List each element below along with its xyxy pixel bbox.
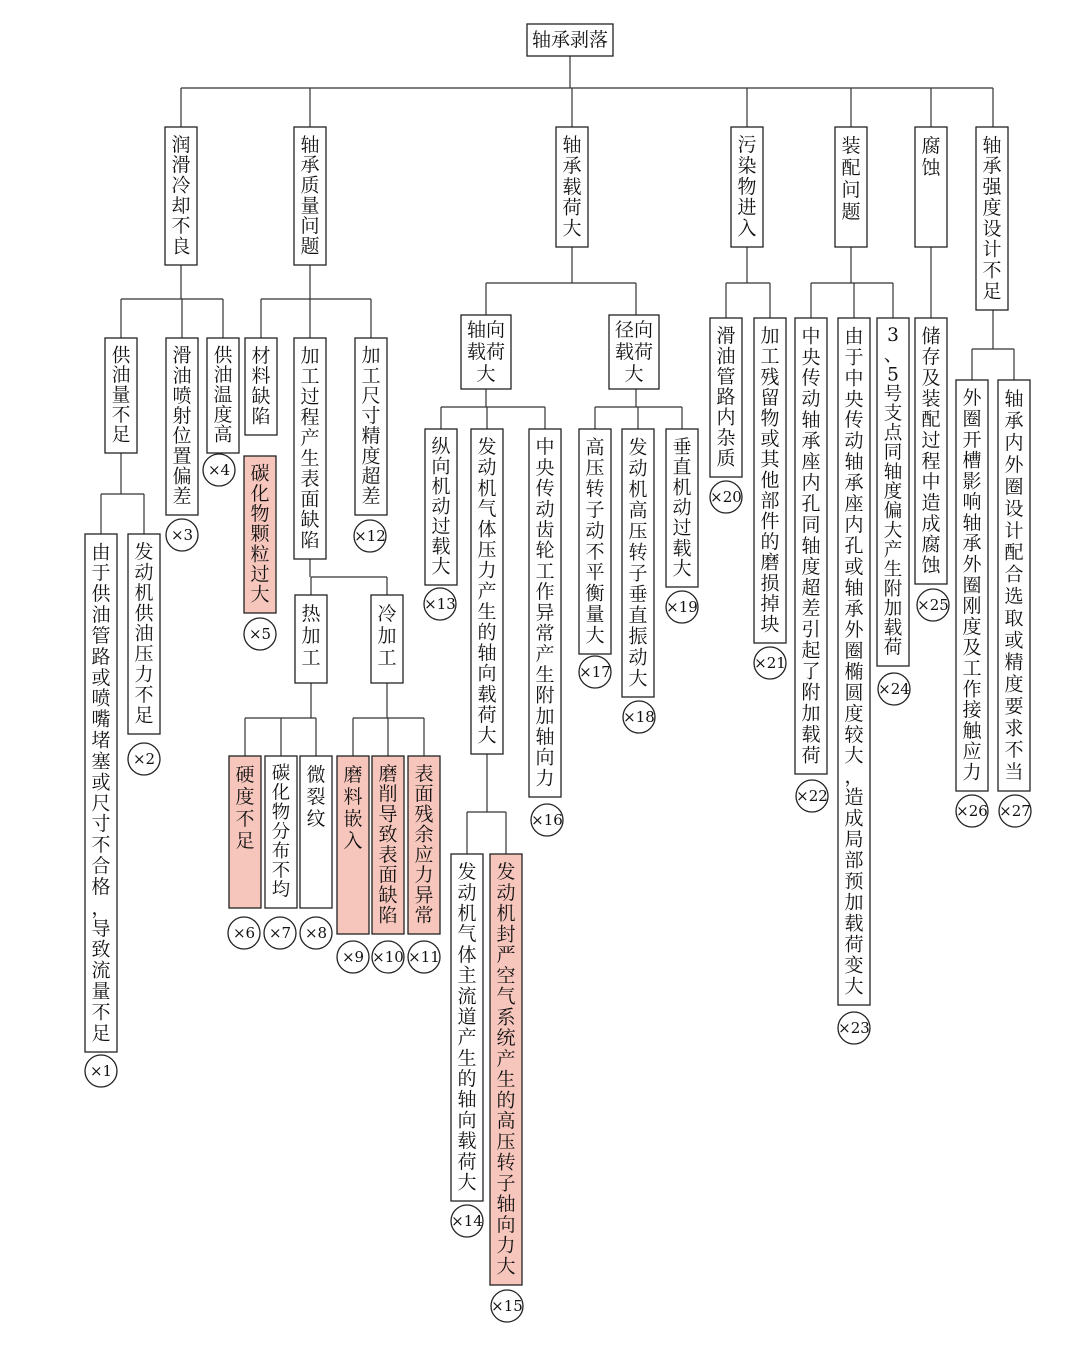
marker-label: ×19 [666,598,698,616]
node-design [976,127,1008,310]
marker-3 [166,519,198,551]
marker-label: ×5 [248,625,272,643]
node-label: 轴承载荷大 [562,134,582,240]
node-load [556,127,588,247]
node-label: 装配问题 [841,135,861,224]
node-label: 高压转子动不平衡量大 [585,436,605,647]
node-debris [754,318,786,643]
node-pipe [85,534,117,1052]
marker-label: ×26 [956,802,988,820]
marker-24 [878,673,910,705]
marker-17 [579,656,611,688]
node-lub [165,127,197,265]
node-label: 磨削导致表面缺陷 [378,762,398,927]
node-cdist [265,756,297,908]
node-label: 中央传动轴承座内孔同轴度超差引起了附加载荷 [801,325,821,767]
marker-16 [531,804,563,836]
node-label: 供油量不足 [111,345,131,446]
marker-label: ×20 [710,488,742,506]
node-vmanv [666,429,698,587]
marker-21 [754,647,786,679]
marker-label: ×24 [878,680,910,698]
node-label: 发动机供油压力不足 [134,540,154,727]
node-grind [372,756,404,934]
node-hot [295,595,327,683]
node-label: 轴承强度设计不足 [982,134,1002,303]
node-label: 磨料嵌入 [343,764,363,853]
marker-label: ×7 [268,924,292,942]
node-label: 由于中央传动轴承座内孔或轴承外圈椭圆度较大，造成局部预加载荷变大 [844,325,864,998]
node-label: 滑油管路内杂质 [716,324,736,470]
marker-13 [424,588,456,620]
marker-label: ×13 [424,595,456,613]
node-resid [408,756,440,934]
node-label: 润滑冷却不良 [171,133,191,258]
node-label: 热加工 [301,603,321,670]
node-dim [355,338,387,515]
node-crack [300,756,332,908]
node-qual [294,127,326,265]
node-boxes [85,24,1030,1285]
marker-label: ×14 [451,1212,483,1230]
node-label: 供油温度高 [213,345,233,446]
node-label: 碳化物分布不均 [271,763,291,901]
node-label: 轴承质量问题 [300,133,320,258]
marker-label: ×23 [838,1019,870,1037]
marker-9 [337,941,369,973]
node-label: 发动机封严空气系统产生的高压转子轴向力大 [496,861,516,1278]
node-oval [838,318,870,1005]
marker-25 [917,589,949,621]
node-label: 发动机气体主流道产生的轴向载荷大 [457,861,477,1194]
node-surf [294,338,326,559]
root-node [527,24,613,56]
marker-11 [408,941,440,973]
marker-12 [354,520,386,552]
marker-2 [128,743,160,775]
node-cont [731,127,763,247]
marker-6 [228,917,260,949]
node-assy [835,127,867,247]
node-axial [461,315,511,389]
marker-label: ×17 [579,663,611,681]
node-vib [622,429,654,697]
node-label: 发动机气体压力产生的轴向载荷大 [477,436,497,747]
marker-label: ×12 [354,527,386,545]
node-hard [229,756,261,908]
marker-label: ×27 [999,802,1031,820]
marker-19 [666,591,698,623]
node-gear [529,429,561,797]
node-lmanv [425,429,457,585]
node-label: 碳化物颗粒过大 [250,462,270,606]
marker-label: ×1 [89,1062,113,1080]
node-coax [795,318,827,774]
node-label: 储存及装配过程中造成腐蚀 [921,325,941,577]
node-cold [371,595,403,683]
marker-23 [838,1012,870,1044]
marker-label: ×25 [917,596,949,614]
node-press [128,534,160,734]
marker-label: ×9 [341,948,365,966]
marker-7 [264,917,296,949]
node-label: 垂直机动过载大 [672,435,692,580]
node-label: 轴承内外圈设计配合选取或精度要求不当 [1004,388,1024,784]
node-abr [337,756,369,934]
marker-label: ×10 [372,948,404,966]
node-label: 滑油喷射位置偏差 [172,344,192,508]
node-label: 径向载荷大 [614,319,654,386]
node-oilqty [105,338,137,453]
node-label: 3 、 5 号支点同轴度偏大产生附加载荷 [883,325,903,659]
node-store [915,318,947,584]
marker-10 [372,941,404,973]
node-label: 纵向机动过载大 [431,435,451,578]
node-gas [471,429,503,754]
node-label: 加工残留物或其他部件的磨损掉块 [760,325,780,636]
marker-label: ×22 [796,787,828,805]
marker-label: ×4 [207,461,231,479]
node-3-5 [877,318,909,666]
node-label: 外圈开槽影响轴承外圈刚度及工作接触应力 [962,387,982,784]
node-fit [998,380,1030,791]
node-unbal [579,429,611,654]
node-label: 材料缺陷 [251,344,271,428]
marker-4 [203,454,235,486]
marker-8 [300,917,332,949]
node-label: 腐蚀 [921,135,941,180]
marker-label: ×15 [491,1297,523,1315]
node-label: 冷加工 [377,603,397,670]
marker-label: ×11 [408,948,440,966]
node-radial [609,315,659,389]
marker-26 [956,795,988,827]
node-nozzle [166,338,198,515]
node-label: 加工尺寸精度超差 [361,344,381,508]
node-groove [956,380,988,791]
node-label: 发动机高压转子垂直振动大 [628,436,648,690]
node-oiltemp [207,338,239,453]
node-flow [451,854,483,1201]
marker-label: ×21 [754,654,786,672]
node-label: 加工过程产生表面缺陷 [300,344,320,552]
node-corr [915,127,947,247]
node-label: 中央传动齿轮工作异常产生附加轴向力 [535,436,555,790]
marker-15 [491,1290,523,1322]
marker-14 [451,1205,483,1237]
marker-20 [710,481,742,513]
node-carbide [244,456,276,613]
node-label: 表面残余应力异常 [414,762,434,927]
node-mat [245,338,277,435]
marker-label: ×6 [232,924,256,942]
marker-label: ×16 [531,811,563,829]
node-label: 轴承剥落 [531,29,609,52]
marker-label: ×8 [304,924,328,942]
node-seal [490,854,522,1285]
node-oilimp [710,318,742,477]
marker-label: ×3 [170,526,194,544]
node-label: 微裂纹 [306,764,326,831]
node-label: 轴向载荷大 [466,319,506,386]
marker-5 [244,618,276,650]
node-label: 污染物进入 [737,134,757,240]
marker-label: ×2 [132,750,156,768]
marker-27 [999,795,1031,827]
node-label: 硬度不足 [235,764,255,853]
marker-18 [623,701,655,733]
marker-label: ×18 [623,708,655,726]
node-label: 由于供油管路或喷嘴堵塞或尺寸不合格，导致流量不足 [91,541,111,1045]
marker-1 [85,1055,117,1087]
marker-22 [796,780,828,812]
